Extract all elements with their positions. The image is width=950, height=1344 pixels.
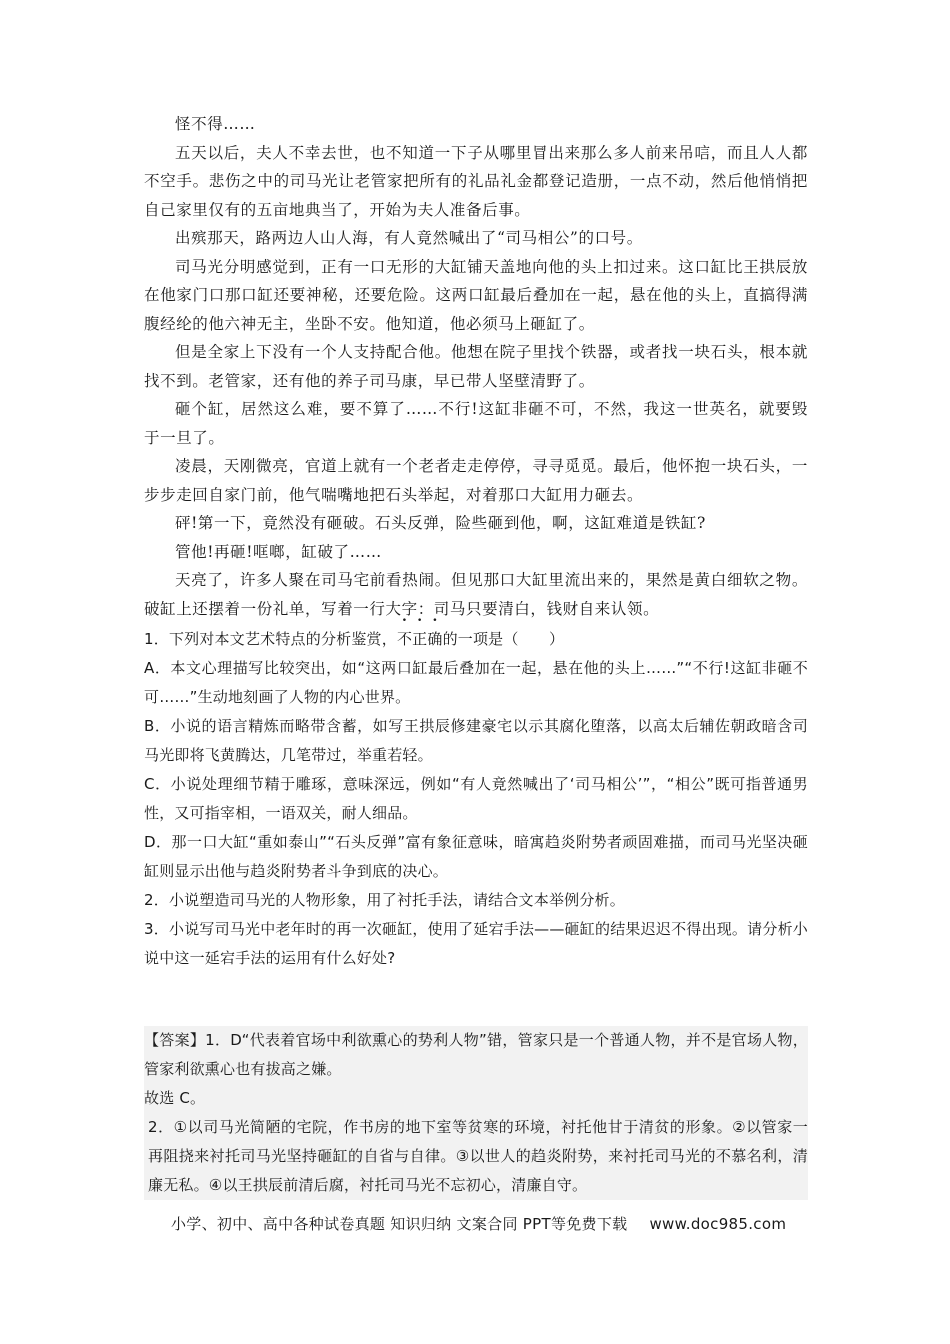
answer-block — [144, 1026, 808, 1200]
question-2: 2．小说塑造司马光的人物形象，用了衬托手法，请结合文本举例分析。 — [144, 891, 625, 909]
story-paragraph: 五天以后，夫人不幸去世，也不知道一下子从哪里冒出来那么多人前来吊唁，而且人人都不空手。悲伤之中的司马光让老管家把所有的礼品礼金都登记造册，一点不动，然后他悄悄把自己家里仅有的五亩地典当了，开始为夫人准备后事。 — [144, 143, 808, 219]
story-paragraph: 凌晨，天刚微亮，官道上就有一个老者走走停停，寻寻觅觅。最后，他怀抱一块石头，一步步走回自家门前，他气喘嘴地把石头举起，对着那口大缸用力砸去。 — [144, 457, 808, 504]
story-paragraph: 砰!第一下，竟然没有砸破。石头反弹，险些砸到他，啊，这缸难道是铁缸? — [175, 514, 706, 532]
emphasis-char: 确 — [427, 630, 443, 648]
question-1-suffix: 的一项是（ ） — [442, 630, 565, 648]
option-a: A．本文心理描写比较突出，如“这两口缸最后叠加在一起，悬在他的头上……”“不行!这缸非砸不可……”生动地刻画了人物的内心世界。 — [144, 659, 808, 706]
question-1 — [144, 625, 808, 654]
footer-text: 小学、初中、高中各种试卷真题 知识归纳 文案合同 PPT等免费下载 — [171, 1215, 628, 1233]
emphasis-char: 不 — [396, 630, 413, 648]
story-paragraph: 管他!再砸!哐啷，缸破了…… — [175, 542, 382, 561]
answer-line: 2．①以司马光简陋的宅院，作书房的地下室等贫寒的环境，衬托他甘于清贫的形象。②以管家一再阻挠来衬托司马光坚持砸缸的自省与自律。③以世人的趋炎附势，来衬托司马光的不慕名利，清廉无私。④以王拱辰前清后腐，衬托司马光不忘初心，清廉自守。 — [148, 1118, 808, 1194]
story-paragraph: 怪不得…… — [175, 115, 256, 133]
story-paragraph: 砸个缸，居然这么难，要不算了……不行!这缸非砸不可，不然，我这一世英名，就要毁于一旦了。 — [144, 400, 808, 447]
story-paragraph: 出殡那天，路两边人山人海，有人竟然喊出了“司马相公”的口号。 — [175, 229, 643, 247]
story-paragraph: 司马光分明感觉到，正有一口无形的大缸铺天盖地向他的头上扣过来。这口缸比王拱辰放在他家门口那口缸还要神秘，还要危险。这两口缸最后叠加在一起，悬在他的头上，直搞得满腹经纶的他六神无主，坐卧不安。他知道，他必须马上砸缸了。 — [144, 257, 808, 333]
option-b: B．小说的语言精炼而略带含蓄，如写王拱辰修建豪宅以示其腐化堕落，以高太后辅佐朝政暗含司马光即将飞黄腾达，几笔带过，举重若轻。 — [144, 717, 808, 764]
story-body — [144, 110, 808, 973]
answer-line: 故选 C。 — [144, 1089, 206, 1107]
footer — [171, 1213, 786, 1234]
story-paragraph: 但是全家上下没有一个人支持配合他。他想在院子里找个铁器，或者找一块石头，根本就找不到。老管家，还有他的养子司马康，早已带人坚壁清野了。 — [144, 343, 808, 390]
footer-url[interactable]: www.doc985.com — [649, 1215, 787, 1233]
question-1-prefix: 1．下列对本文艺术特点的分析鉴赏， — [144, 630, 397, 648]
answer-line: 【答案】1．D“代表着官场中利欲熏心的势利人物”错，管家只是一个普通人物，并不是官场人物，管家利欲熏心也有拔高之嫌。 — [144, 1031, 808, 1078]
question-3: 3．小说写司马光中老年时的再一次砸缸，使用了延宕手法——砸缸的结果迟迟不得出现。请分析小说中这一延宕手法的运用有什么好处? — [144, 920, 808, 967]
option-c: C．小说处理细节精于雕琢，意味深远，例如“有人竟然喊出了‘司马相公’”，“相公”既可指普通男性，又可指宰相，一语双关，耐人细品。 — [144, 775, 808, 822]
emphasis-char: 正 — [412, 630, 428, 648]
option-d: D．那一口大缸“重如泰山”“石头反弹”富有象征意味，暗寓趋炎附势者顽固难描，而司马光坚决砸缸则显示出他与趋炎附势者斗争到底的决心。 — [144, 833, 808, 880]
story-paragraph: 天亮了，许多人聚在司马宅前看热闹。但见那口大缸里流出来的，果然是黄白细软之物。破缸上还摆着一份礼单，写着一行大字：司马只要清白，钱财自来认领。 — [144, 571, 808, 618]
